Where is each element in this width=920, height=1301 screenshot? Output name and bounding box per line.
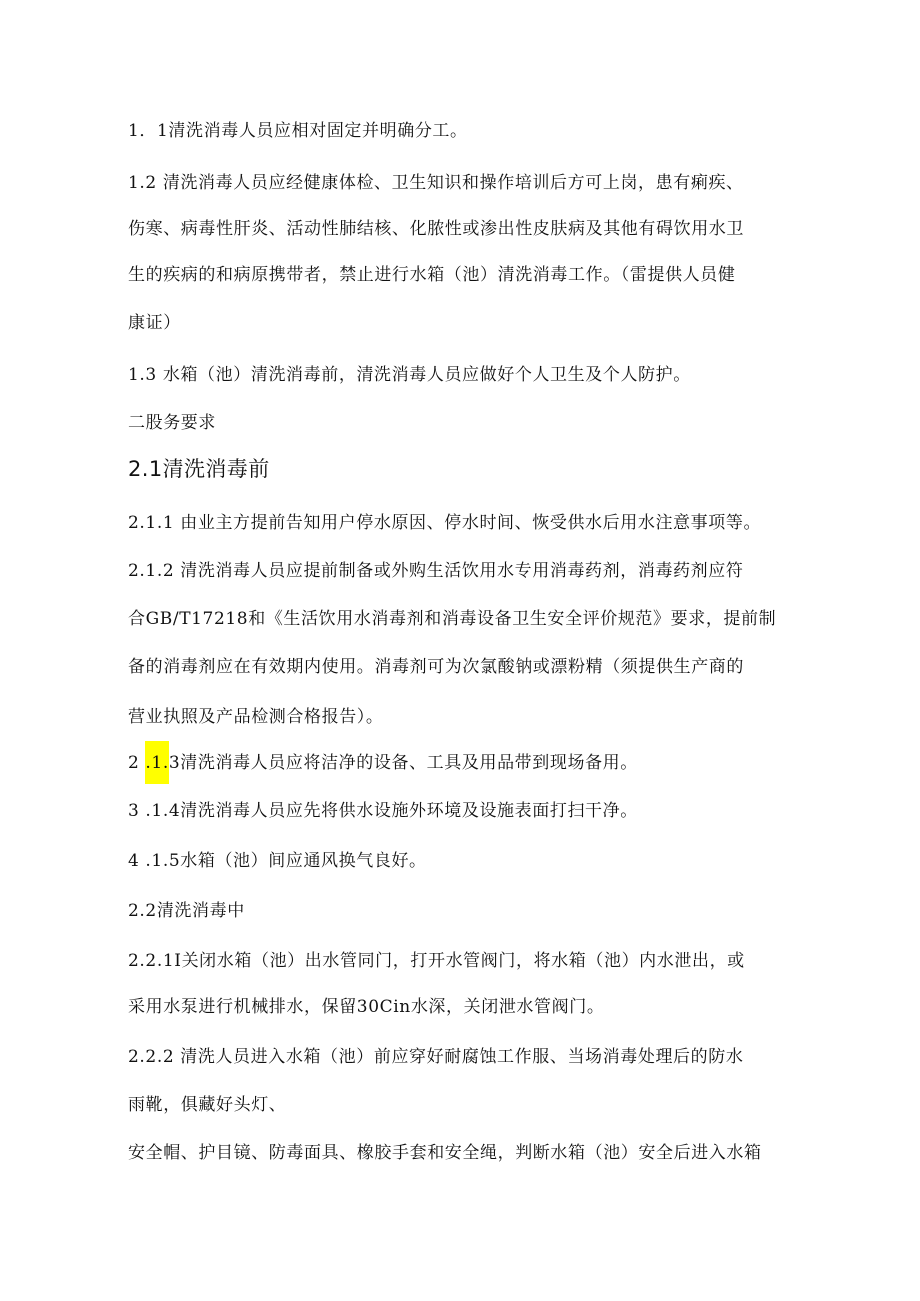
clause-2-1-1: 2.1.1 由业主方提前告知用户停水原因、停水时间、恢受供水后用水注意事项等。 xyxy=(128,513,762,533)
clause-1-2-line-3: 生的疾病的和病原携带者，禁止进行水箱（池）清洗消毒工作。（雷提供人员健 xyxy=(128,265,736,285)
clause-2-1-2-line-4: 营业执照及产品检测合格报告）。 xyxy=(128,707,384,727)
clause-2-1-3-text: 3清洗消毒人员应将洁净的设备、工具及用品带到现场备用。 xyxy=(168,753,638,773)
clause-2-2-1-line-2: 采用水泵进行机械排水，保留30Cin水深，关闭泄水管阀门。 xyxy=(128,997,605,1017)
clause-1-2-line-4: 康证） xyxy=(128,313,181,333)
clause-1-2-line-1: 1.2 清洗消毒人员应经健康体检、卫生知识和操作培训后方可上岗，患有痢疾、 xyxy=(128,173,744,193)
heading-2-2: 2.2清洗消毒中 xyxy=(128,901,245,921)
heading-2-1: 2.1清洗消毒前 xyxy=(128,457,270,481)
clause-2-1-2-line-1: 2.1.2 清洗消毒人员应提前制备或外购生活饮用水专用消毒药剂，消毒药剂应符 xyxy=(128,561,744,581)
clause-2-1-3-prefix: 2 xyxy=(128,753,146,773)
clause-1-2-line-2: 伤寒、病毒性肝炎、活动性肺结核、化脓性或渗出性皮肤病及其他有碍饮用水卫 xyxy=(128,219,744,239)
clause-2-1-5: 4 .1.5水箱（池）间应通风换气良好。 xyxy=(128,851,427,871)
clause-2-2-2-line-3: 安全帽、护目镜、防毒面具、橡胶手套和安全绳，判断水箱（池）安全后进入水箱 xyxy=(128,1143,762,1163)
clause-2-1-2-line-2: 合GB/T17218和《生活饮用水消毒剂和消毒设备卫生安全评价规范》要求，提前制 xyxy=(128,609,777,629)
highlighted-text: .1. xyxy=(145,741,168,784)
section-2-heading: 二股务要求 xyxy=(128,413,216,433)
clause-2-1-4: 3 .1.4清洗消毒人员应先将供水设施外环境及设施表面打扫干净。 xyxy=(128,801,638,821)
clause-2-2-1-line-1: 2.2.1I关闭水箱（池）出水管同门，打开水管阀门，将水箱（池）内水泄出，或 xyxy=(128,951,745,971)
clause-2-2-2-line-2: 雨靴，俱藏好头灯、 xyxy=(128,1095,287,1115)
clause-2-1-3 xyxy=(128,750,638,776)
clause-2-2-2-line-1: 2.2.2 清洗人员进入水箱（池）前应穿好耐腐蚀工作服、当场消毒处理后的防水 xyxy=(128,1047,744,1067)
clause-2-1-2-line-3: 备的消毒剂应在有效期内使用。消毒剂可为次氯酸钠或漂粉精（须提供生产商的 xyxy=(128,657,744,677)
clause-1-1: 1．1清洗消毒人员应相对固定并明确分工。 xyxy=(128,121,468,141)
clause-1-3: 1.3 水箱（池）清洗消毒前，清洗消毒人员应做好个人卫生及个人防护。 xyxy=(128,365,691,385)
